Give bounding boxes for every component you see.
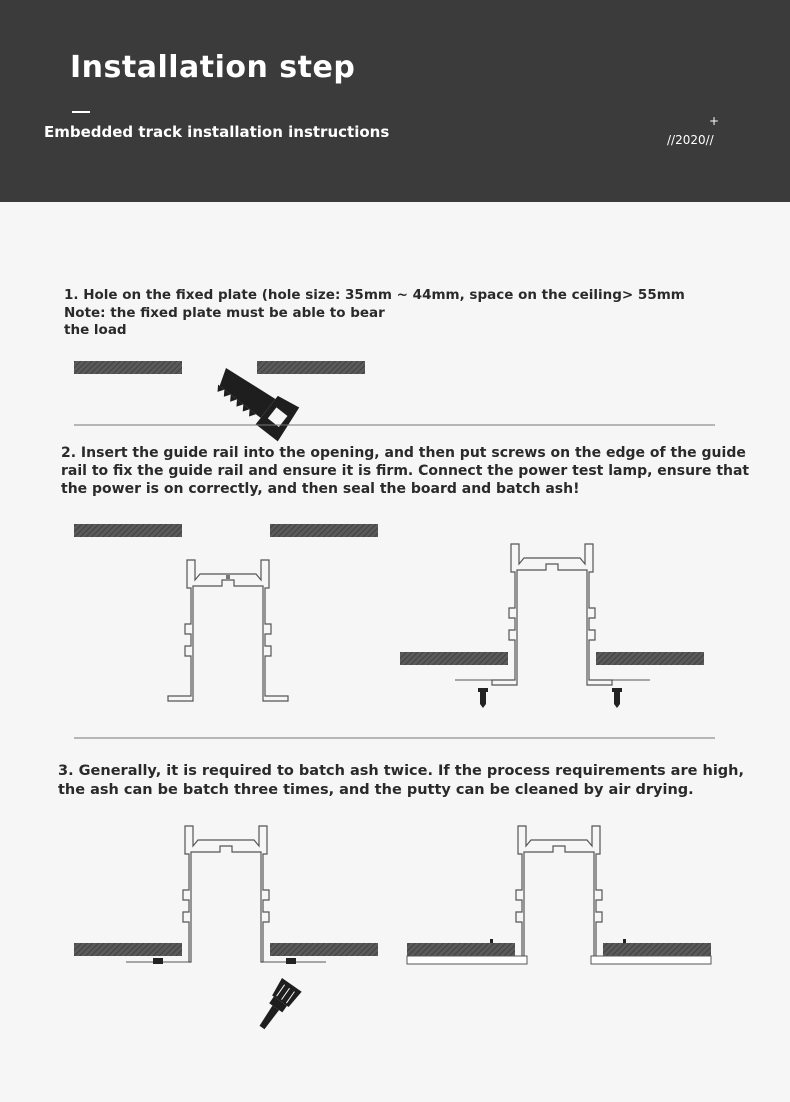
page-title: Installation step <box>70 50 356 85</box>
ceiling-board-left <box>400 652 508 665</box>
paint-brush-icon <box>252 978 301 1034</box>
year-label: //2020// <box>667 133 714 147</box>
ceiling-board-left <box>74 361 182 374</box>
page-subtitle: Embedded track installation instructions <box>44 123 390 141</box>
step2-text: 2. Insert the guide rail into the opening, and then put screws on the edge of the guide rail to fix the guide rail and ensure it is firm. Connect the power test lamp, ensure that the power is on correctly, and then seal the board and batch ash! <box>61 445 750 497</box>
step1-illustration <box>74 357 715 441</box>
step1-note: Note: the fixed plate must be able to bear the load <box>64 305 385 338</box>
guide-rail-finished <box>516 826 602 962</box>
ceiling-board-left <box>74 524 182 537</box>
screw-icon <box>612 688 622 708</box>
plus-mark: + <box>709 114 720 128</box>
guide-rail-profile <box>168 560 288 701</box>
ceiling-board-right <box>270 943 378 956</box>
ceiling-board-right <box>270 524 378 537</box>
screw-icon <box>478 688 488 708</box>
ceiling-board-left <box>407 943 515 956</box>
ceiling-board-right <box>603 943 711 956</box>
step1-text: 1. Hole on the fixed plate (hole size: 35mm ~ 44mm, space on the ceiling> 55mm <box>64 287 685 303</box>
step3-illustration <box>74 826 711 1034</box>
guide-rail-installed <box>492 544 612 685</box>
guide-rail-installed <box>183 826 269 962</box>
ceiling-board-left <box>74 943 182 956</box>
step3-text: 3. Generally, it is required to batch ash twice. If the process requirements are high, the ash can be batch three times, and the putty can be cleaned by air drying. <box>58 763 744 798</box>
ceiling-board-right <box>257 361 365 374</box>
ceiling-board-right <box>596 652 704 665</box>
step2-illustration <box>74 524 715 738</box>
